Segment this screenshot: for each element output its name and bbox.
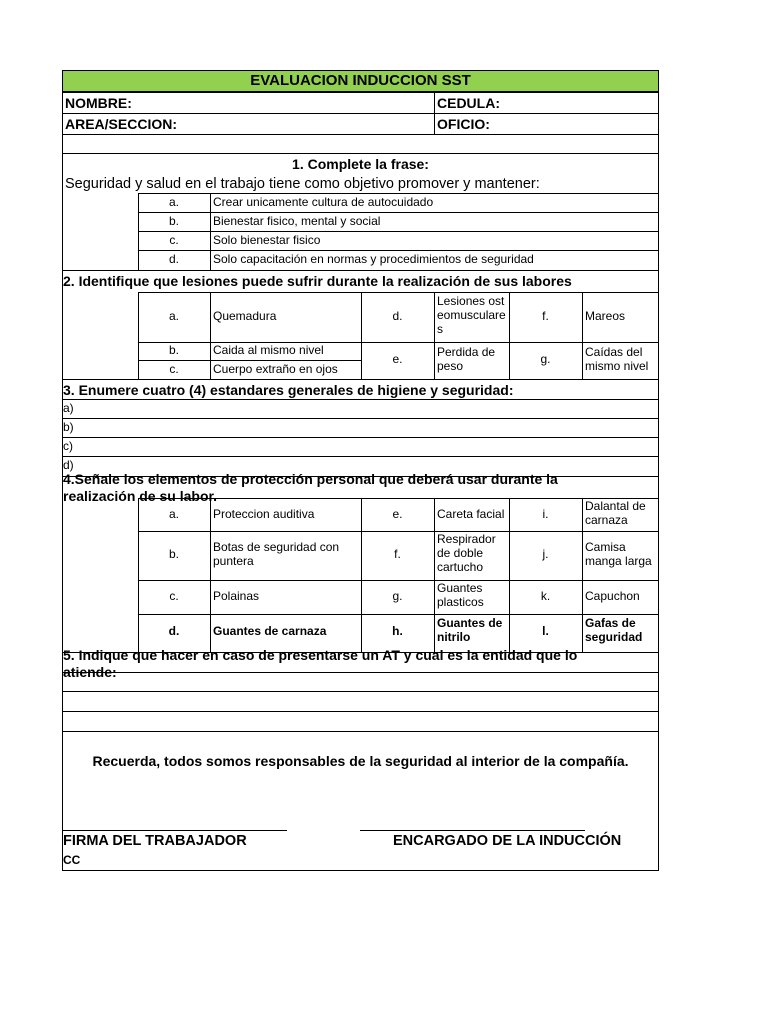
q2-item: Cuerpo extraño en ojos bbox=[213, 362, 338, 376]
q4-letter: j. bbox=[542, 547, 549, 561]
q2-letter: e. bbox=[392, 352, 403, 366]
q4-item: Guantes plasticos bbox=[437, 581, 484, 609]
q2-item: Caida al mismo nivel bbox=[213, 343, 324, 357]
q3-line-label: b) bbox=[63, 420, 74, 434]
q1-option-letter: d. bbox=[168, 252, 179, 266]
q2-letter: f. bbox=[542, 309, 549, 323]
q3-line-label: c) bbox=[63, 439, 73, 453]
frame-bottom bbox=[62, 870, 659, 871]
q1-prompt: Seguridad y salud en el trabajo tiene como objetivo promover y mantener: bbox=[65, 176, 540, 192]
frame-right bbox=[658, 70, 659, 870]
signature-line-induction[interactable] bbox=[360, 830, 585, 831]
q2-letter: a. bbox=[168, 309, 179, 323]
q1-option-text: Bienestar fisico, mental y social bbox=[213, 214, 381, 228]
q2-letter: g. bbox=[540, 352, 551, 366]
q4-heading: 4.Señale los elementos de protección personal que deberá usar durante la realización de su labor. bbox=[63, 471, 558, 504]
q2-letter: c. bbox=[169, 362, 179, 376]
q4-letter: h. bbox=[392, 624, 403, 638]
q1-option-text: Crear unicamente cultura de autocuidado bbox=[213, 195, 434, 209]
q1-option-letter: a. bbox=[168, 195, 179, 209]
q4-letter: i. bbox=[542, 507, 549, 521]
q5-heading: 5. Indique que hacer en caso de presentarse un AT y cual es la entidad que lo atiende: bbox=[63, 647, 578, 680]
q2-item: Caídas del mismo nivel bbox=[585, 345, 649, 373]
form-title: EVALUACION INDUCCION SST bbox=[250, 72, 471, 89]
q2-letter: b. bbox=[168, 343, 179, 357]
q4-item: Camisa manga larga bbox=[585, 540, 652, 568]
q4-letter: c. bbox=[169, 589, 179, 603]
q2-item: Quemadura bbox=[213, 309, 277, 323]
q4-item: Proteccion auditiva bbox=[213, 507, 315, 521]
q2-heading: 2. Identifique que lesiones puede sufrir durante la realización de sus labores bbox=[63, 273, 572, 289]
q1-option-letter: c. bbox=[169, 233, 179, 247]
signature-line-worker[interactable] bbox=[62, 830, 287, 831]
q4-letter: e. bbox=[392, 507, 403, 521]
q1-heading: 1. Complete la frase: bbox=[292, 156, 429, 172]
q4-item: Botas de seguridad con puntera bbox=[213, 540, 340, 568]
q2-letter: d. bbox=[392, 309, 403, 323]
q1-option-text: Solo bienestar fisico bbox=[213, 233, 321, 247]
area-label: AREA/SECCION: bbox=[65, 116, 178, 132]
q4-item: Guantes de carnaza bbox=[213, 624, 327, 638]
q4-item: Dalantal de carnaza bbox=[585, 499, 646, 527]
q4-letter: g. bbox=[392, 589, 403, 603]
q2-item: Perdida de peso bbox=[437, 345, 496, 373]
q2-item: Mareos bbox=[585, 309, 626, 323]
reminder-text: Recuerda, todos somos responsables de la seguridad al interior de la compañía. bbox=[92, 753, 629, 769]
nombre-label: NOMBRE: bbox=[65, 95, 132, 111]
q3-line-label: a) bbox=[63, 401, 74, 415]
q1-option-letter: b. bbox=[168, 214, 179, 228]
encargado-label: ENCARGADO DE LA INDUCCIÓN bbox=[393, 833, 622, 849]
q1-option-text: Solo capacitación en normas y procedimientos de seguridad bbox=[213, 252, 534, 266]
q4-item: Careta facial bbox=[437, 507, 505, 521]
q3-line-label: d) bbox=[63, 458, 74, 472]
cc-label: CC bbox=[63, 853, 81, 867]
q4-letter: b. bbox=[168, 547, 179, 561]
q4-item: Respirador de doble cartucho bbox=[437, 532, 496, 574]
cedula-label: CEDULA: bbox=[437, 95, 500, 111]
q4-item: Guantes de nitrilo bbox=[437, 616, 503, 644]
oficio-label: OFICIO: bbox=[437, 116, 490, 132]
q4-letter: k. bbox=[540, 589, 551, 603]
q4-letter: l. bbox=[542, 624, 549, 638]
q4-letter: d. bbox=[168, 624, 180, 638]
q4-item: Gafas de seguridad bbox=[585, 616, 643, 644]
q3-heading: 3. Enumere cuatro (4) estandares generales de higiene y seguridad: bbox=[63, 382, 514, 398]
q2-item: Lesiones osteomusculares bbox=[437, 294, 506, 336]
q4-item: Polainas bbox=[213, 589, 260, 603]
q4-letter: f. bbox=[394, 547, 401, 561]
firma-label: FIRMA DEL TRABAJADOR bbox=[63, 833, 247, 849]
q4-item: Capuchon bbox=[585, 589, 640, 603]
q4-letter: a. bbox=[168, 507, 179, 521]
